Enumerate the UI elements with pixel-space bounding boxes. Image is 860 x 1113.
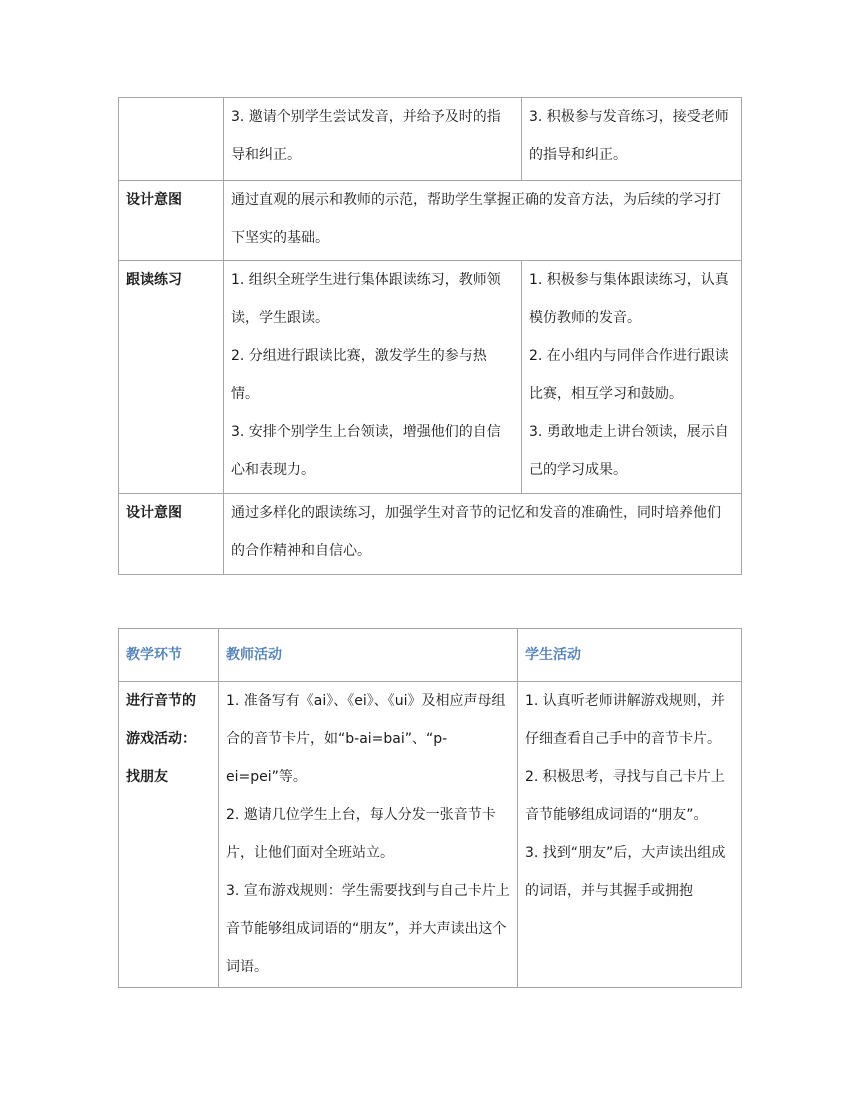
lesson-plan-table-continued bbox=[118, 97, 742, 575]
teacher-activity-cell bbox=[224, 98, 522, 181]
teacher-activity-cell bbox=[224, 261, 522, 494]
table-row bbox=[119, 261, 742, 494]
teacher-activity-cell bbox=[219, 682, 518, 988]
teacher-activity-item: 3. 安排个别学生上台领读，增强他们的自信心和表现力。 bbox=[231, 424, 501, 478]
section-label: 设计意图 bbox=[119, 181, 224, 261]
table-row bbox=[119, 181, 742, 261]
table-row bbox=[119, 98, 742, 181]
design-intent-text: 通过直观的展示和教师的示范，帮助学生掌握正确的发音方法，为后续的学习打下坚实的基础。 bbox=[224, 181, 742, 261]
teacher-activity-item: 3. 邀请个别学生尝试发音，并给予及时的指导和纠正。 bbox=[231, 109, 501, 163]
student-activity-item: 3. 勇敢地走上讲台领读，展示自己的学习成果。 bbox=[529, 424, 729, 478]
student-activity-item: 3. 找到“朋友”后，大声读出组成的词语，并与其握手或拥抱 bbox=[525, 845, 726, 899]
lesson-plan-table bbox=[118, 628, 742, 988]
table-row bbox=[119, 682, 742, 988]
column-header-student: 学生活动 bbox=[518, 629, 742, 682]
teacher-activity-item: 3. 宣布游戏规则：学生需要找到与自己卡片上音节能够组成词语的“朋友”，并大声读出这个词语。 bbox=[226, 883, 510, 975]
section-label-line: 找朋友 bbox=[126, 769, 168, 785]
table-row bbox=[119, 494, 742, 575]
student-activity-cell bbox=[522, 261, 742, 494]
section-label-line: 游戏活动： bbox=[126, 731, 196, 747]
teacher-activity-item: 2. 邀请几位学生上台，每人分发一张音节卡片，让他们面对全班站立。 bbox=[226, 807, 496, 861]
section-label-cell bbox=[119, 98, 224, 181]
teacher-activity-item: 1. 组织全班学生进行集体跟读练习，教师领读，学生跟读。 bbox=[231, 272, 501, 326]
student-activity-item: 3. 积极参与发音练习，接受老师的指导和纠正。 bbox=[529, 109, 729, 163]
table-header-row bbox=[119, 629, 742, 682]
section-label: 设计意图 bbox=[119, 494, 224, 575]
teacher-activity-item: 2. 分组进行跟读比赛，激发学生的参与热情。 bbox=[231, 348, 487, 402]
student-activity-item: 1. 认真听老师讲解游戏规则，并仔细查看自己手中的音节卡片。 bbox=[525, 693, 725, 747]
teacher-activity-item: 1. 准备写有《ai》、《ei》、《ui》及相应声母组合的音节卡片，如“b-ai=bai”、“p-ei=pei”等。 bbox=[226, 693, 506, 785]
column-header-stage: 教学环节 bbox=[119, 629, 219, 682]
column-header-teacher: 教师活动 bbox=[219, 629, 518, 682]
student-activity-item: 2. 积极思考，寻找与自己卡片上音节能够组成词语的“朋友”。 bbox=[525, 769, 725, 823]
section-label-line: 进行音节的 bbox=[126, 693, 196, 709]
student-activity-cell bbox=[518, 682, 742, 988]
student-activity-cell bbox=[522, 98, 742, 181]
student-activity-item: 1. 积极参与集体跟读练习，认真模仿教师的发音。 bbox=[529, 272, 729, 326]
section-label: 跟读练习 bbox=[119, 261, 224, 494]
design-intent-text: 通过多样化的跟读练习，加强学生对音节的记忆和发音的准确性，同时培养他们的合作精神和自信心。 bbox=[224, 494, 742, 575]
student-activity-item: 2. 在小组内与同伴合作进行跟读比赛，相互学习和鼓励。 bbox=[529, 348, 729, 402]
section-label-cell bbox=[119, 682, 219, 988]
